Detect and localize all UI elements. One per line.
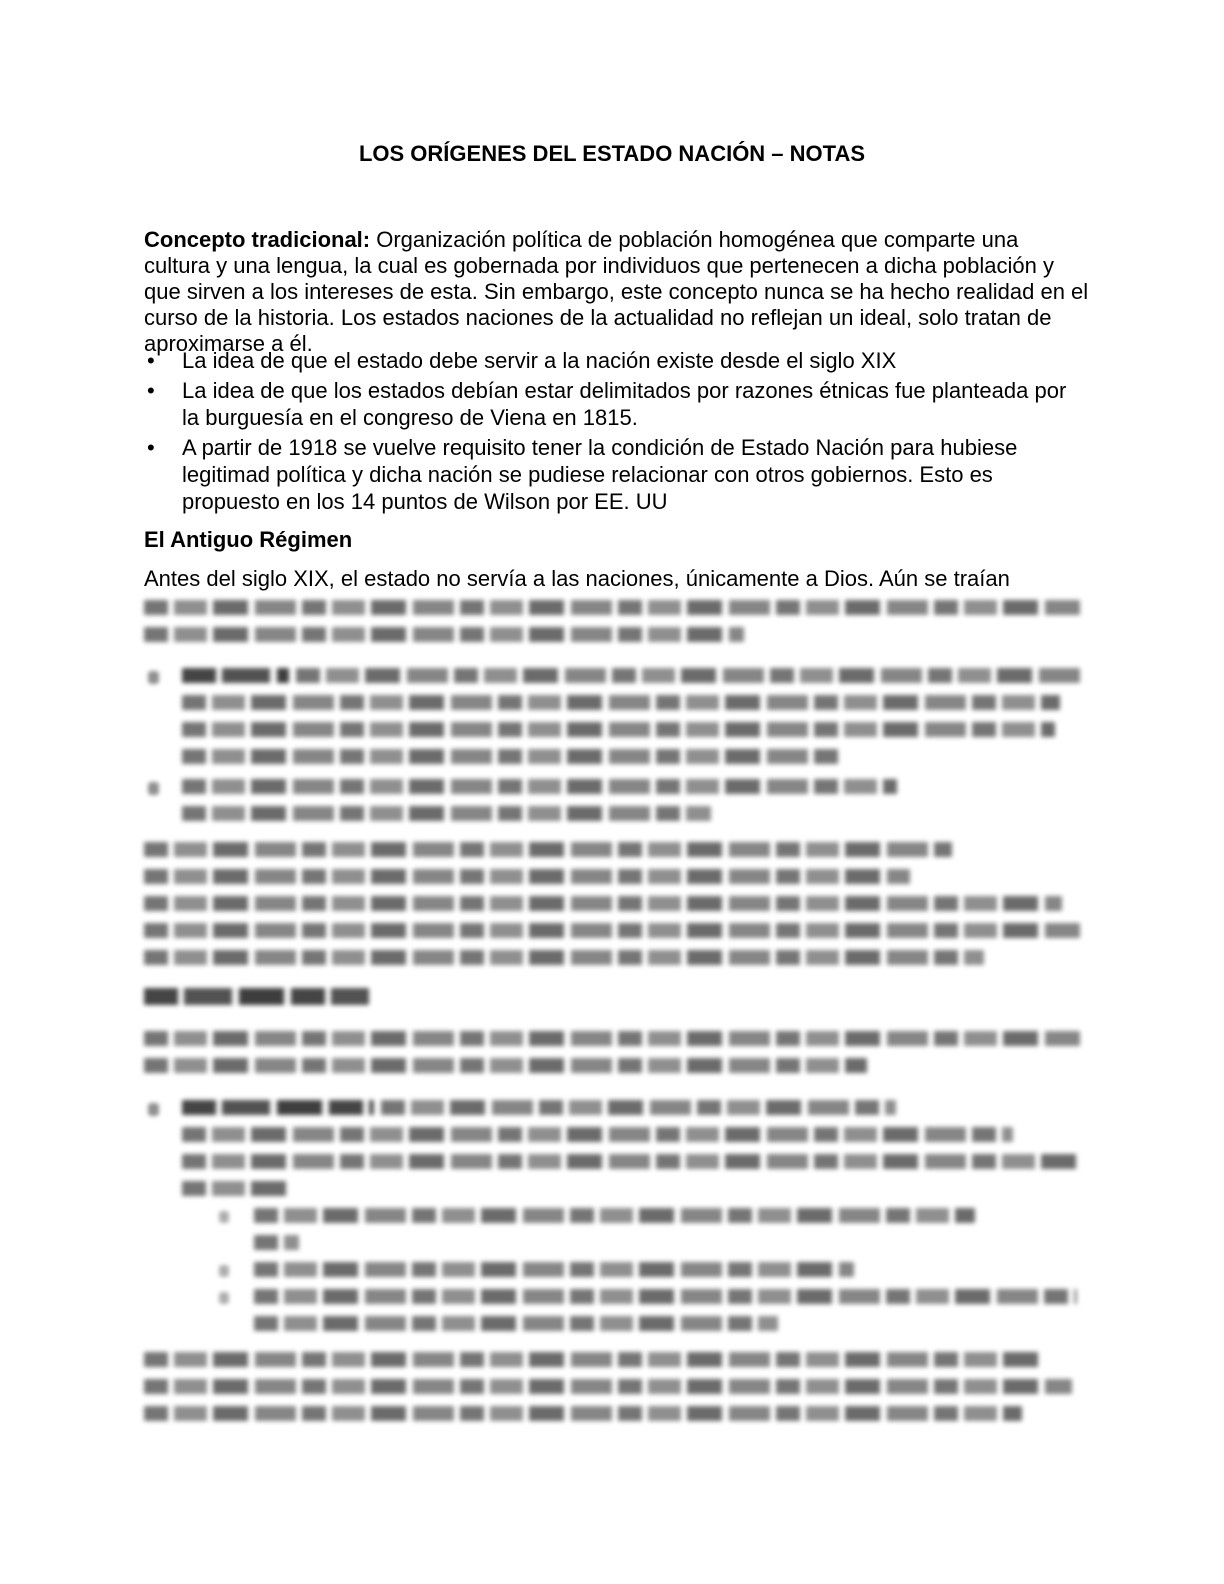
sub-bullet-marker-icon xyxy=(219,1265,229,1277)
blurred-sub-list-item-1 xyxy=(144,1208,1089,1262)
list-item-key-point-2 xyxy=(144,377,1082,431)
list-item-key-point-1 xyxy=(144,347,1082,374)
intro-body-text: Organización política de población homogénea que comparte una cultura y una lengua, la cual es gobernada por individuos que pertenecen a dicha población y que sirven a los intereses de esta. Sin embargo, este concepto nunca se ha hecho realidad en el curso de la historia. Los estados naciones de la actualidad no reflejan un ideal, solo tratan de aproximarse a él. xyxy=(144,227,1089,356)
blurred-paragraph-section-intro xyxy=(144,1031,1080,1085)
page-title: LOS ORÍGENES DEL ESTADO NACIÓN – NOTAS xyxy=(358,141,866,166)
blurred-section-heading xyxy=(144,988,369,1017)
blurred-paragraph-society xyxy=(144,842,1080,977)
blurred-list-item-racionalismo xyxy=(144,1100,1089,1208)
blurred-sub-list-item-2 xyxy=(144,1262,1089,1289)
intro-lead-bold: Concepto tradicional: xyxy=(144,227,371,252)
key-point-text: A partir de 1918 se vuelve requisito tener la condición de Estado Nación para hubiese legitimad política y dicha nación se pudiese relacionar con otros gobiernos. Esto es propuesto en los 14 puntos de Wilson por EE. UU xyxy=(182,435,1018,514)
bullet-marker-icon xyxy=(148,1103,159,1116)
blurred-paragraph-closing xyxy=(144,1352,1072,1433)
blurred-paragraph-antes-continuation xyxy=(144,600,1080,654)
key-point-text: La idea de que los estados debían estar delimitados por razones étnicas fue planteada por la burguesía en el congreso de Viena en 1815. xyxy=(182,378,1067,430)
sub-bullet-marker-icon xyxy=(219,1292,229,1304)
key-point-text: La idea de que el estado debe servir a la nación existe desde el siglo XIX xyxy=(182,348,897,373)
blurred-sub-list-item-3 xyxy=(144,1289,1089,1343)
antiguo-regimen-first-line: Antes del siglo XIX, el estado no servía a las naciones, únicamente a Dios. Aún se traían xyxy=(144,566,1010,591)
blurred-list-item-soberania xyxy=(144,668,1089,776)
bullet-marker-icon xyxy=(148,782,159,795)
key-points-list xyxy=(144,347,1082,518)
sub-bullet-marker-icon xyxy=(219,1211,229,1223)
list-item-key-point-3 xyxy=(144,434,1082,515)
section-heading-antiguo-regimen: El Antiguo Régimen xyxy=(144,527,353,552)
intro-paragraph xyxy=(144,227,1089,357)
blurred-list-item-2 xyxy=(144,779,1089,833)
bullet-marker-icon xyxy=(148,671,159,684)
